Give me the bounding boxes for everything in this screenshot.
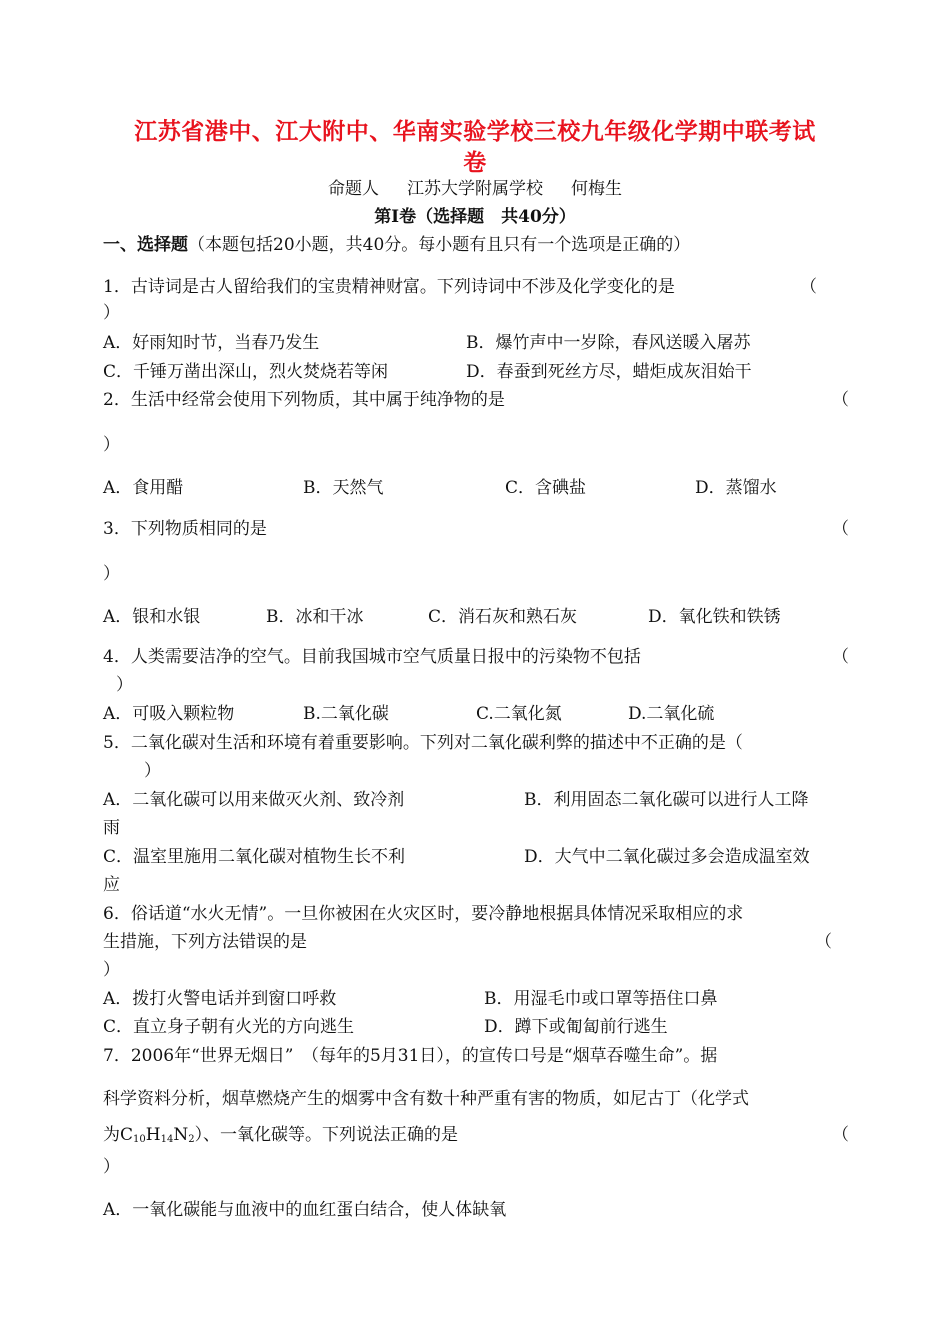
q7-formula-h: H [145, 1125, 161, 1145]
q2-option-d: D．蒸馏水 [695, 478, 777, 498]
q6-answer-close: ） [103, 960, 120, 980]
author-role: 命题人 [328, 179, 379, 199]
q7-formula-sub-h: 14 [160, 1134, 174, 1145]
author-name: 何梅生 [571, 179, 622, 199]
q5-option-c: C．温室里施用二氧化碳对植物生长不利 [103, 847, 406, 867]
q7-formula-sub-c: 10 [133, 1134, 146, 1145]
q4-answer-close: ） [116, 675, 133, 695]
q4-answer-open: （ [832, 647, 849, 667]
q3-option-d: D．氧化铁和铁锈 [648, 607, 781, 627]
q7-stem-suffix: ）、一氧化碳等。下列说法正确的是 [194, 1125, 459, 1145]
q7-stem-line-2: 科学资料分析，烟草燃烧产生的烟雾中含有数十种严重有害的物质，如尼古丁（化学式 [103, 1089, 749, 1109]
q2-option-b: B．天然气 [303, 478, 384, 498]
title-line-1: 江苏省港中、江大附中、华南实验学校三校九年级化学期中联考试 [134, 118, 816, 145]
q6-option-c: C．直立身子朝有火光的方向逃生 [103, 1017, 355, 1037]
q3-option-c: C．消石灰和熟石灰 [428, 607, 578, 627]
author-line [0, 178, 950, 200]
q7-answer-open: （ [832, 1125, 849, 1145]
section-heading: 一、选择题 [103, 235, 188, 255]
q7-formula-sub-n: 2 [188, 1134, 195, 1145]
q3-stem: 3．下列物质相同的是 [103, 519, 267, 539]
q5-option-d: D．大气中二氧化碳过多会造成温室效 [524, 847, 810, 867]
q2-answer-close: ） [103, 435, 120, 455]
q5-option-d-wrap: 应 [103, 875, 120, 895]
q6-option-d: D．蹲下或匍匐前行逃生 [484, 1017, 668, 1037]
q4-option-c: C.二氧化氮 [476, 704, 562, 724]
q6-option-b: B．用湿毛巾或口罩等捂住口鼻 [484, 989, 718, 1009]
q4-option-b: B.二氧化碳 [303, 704, 389, 724]
q6-answer-open: （ [815, 932, 832, 952]
q2-answer-open: （ [832, 390, 849, 410]
q7-answer-close: ） [103, 1157, 120, 1177]
q7-option-a: A．一氧化碳能与血液中的血红蛋白结合，使人体缺氧 [103, 1200, 507, 1220]
q1-stem: 1．古诗词是古人留给我们的宝贵精神财富。下列诗词中不涉及化学变化的是 [103, 277, 675, 297]
part-heading: 第Ⅰ卷（选择题 共40分） [374, 207, 576, 227]
q7-formula-n: N [173, 1125, 189, 1145]
q6-stem-line-2: 生措施，下列方法错误的是 [103, 932, 307, 952]
q5-option-a: A．二氧化碳可以用来做灭火剂、致冷剂 [103, 790, 405, 810]
q1-answer-close: ） [103, 303, 120, 323]
q2-option-a: A．食用醋 [103, 478, 184, 498]
q7-formula-prefix: 为C [103, 1125, 134, 1145]
q5-answer-close: ） [144, 761, 161, 781]
q3-answer-open: （ [832, 519, 849, 539]
q1-option-a: A．好雨知时节，当春乃发生 [103, 333, 320, 353]
q5-option-b-wrap: 雨 [103, 818, 120, 838]
q3-answer-close: ） [103, 564, 120, 584]
q4-stem: 4．人类需要洁净的空气。目前我国城市空气质量日报中的污染物不包括 [103, 647, 641, 667]
q4-option-a: A．可吸入颗粒物 [103, 704, 235, 724]
q7-stem-line-3 [103, 1124, 458, 1151]
q7-stem-line-1: 7．2006年“世界无烟日” （每年的5月31日），的宣传口号是“烟草吞噬生命”。据 [103, 1046, 718, 1066]
q6-option-a: A．拨打火警电话并到窗口呼救 [103, 989, 337, 1009]
section-note: （本题包括20小题，共40分。每小题有且只有一个选项是正确的） [188, 235, 691, 255]
q3-option-b: B．冰和干冰 [266, 607, 364, 627]
exam-title [100, 116, 850, 178]
author-school: 江苏大学附属学校 [407, 179, 543, 199]
q2-option-c: C．含碘盐 [505, 478, 587, 498]
q2-stem: 2．生活中经常会使用下列物质，其中属于纯净物的是 [103, 390, 505, 410]
q1-answer-open: （ [800, 277, 817, 297]
q6-stem-line-1: 6．俗话道“水火无情”。一旦你被困在火灾区时，要冷静地根据具体情况采取相应的求 [103, 904, 744, 924]
section-heading-line [103, 234, 690, 256]
q1-option-c: C．千锤万凿出深山，烈火焚烧若等闲 [103, 362, 389, 382]
q5-stem: 5．二氧化碳对生活和环境有着重要影响。下列对二氧化碳利弊的描述中不正确的是（ [103, 733, 743, 753]
q5-option-b: B．利用固态二氧化碳可以进行人工降 [524, 790, 809, 810]
q1-option-d: D．春蚕到死丝方尽，蜡炬成灰泪始干 [466, 362, 752, 382]
q4-option-d: D.二氧化硫 [628, 704, 715, 724]
title-line-2: 卷 [463, 149, 487, 176]
q1-option-b: B．爆竹声中一岁除，春风送暖入屠苏 [466, 333, 751, 353]
q3-option-a: A．银和水银 [103, 607, 201, 627]
